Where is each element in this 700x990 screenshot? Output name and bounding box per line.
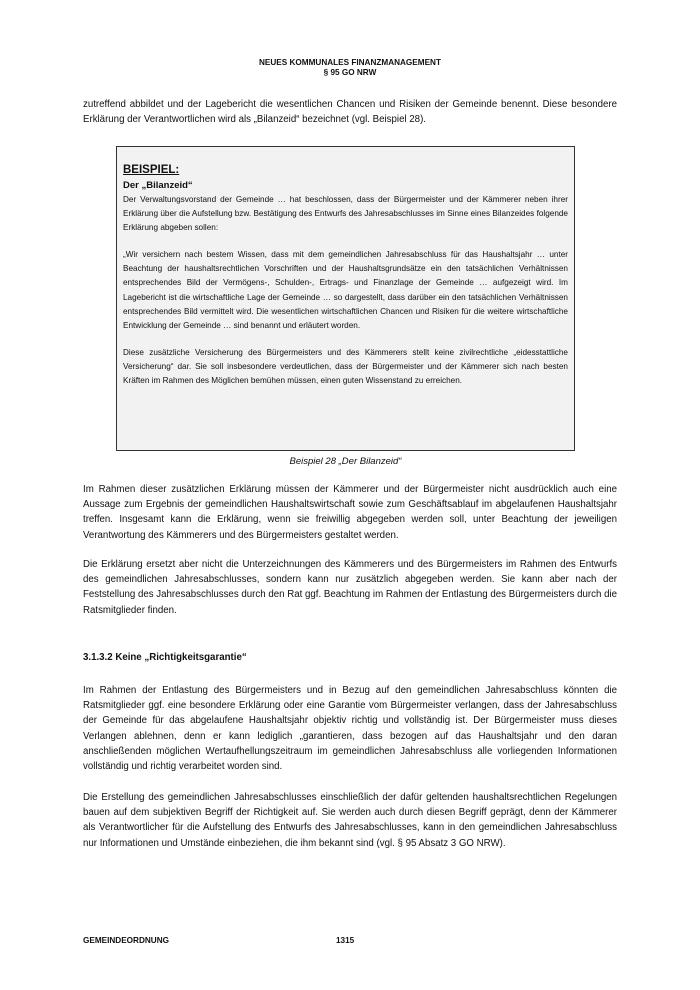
section-heading: 3.1.3.2 Keine „Richtigkeitsgarantie“ bbox=[83, 652, 247, 663]
section-paragraph-2: Die Erstellung des gemeindlichen Jahresabschlusses einschließlich der dafür geltenden haushaltsrechtlichen Regelungen bauen auf dem subjektiven Begriff der Richtigkeit auf. Sie werden auch durch diesen Begriff geprägt, denn der Kämmerer als Verantwortlicher für die Aufstellung des Entwurfs des Jahresabschlusses, kann in den gemeindlichen Jahresabschluss nur Informationen und Umstände einbeziehen, die ihm bekannt sind (vgl. § 95 Absatz 3 GO NRW). bbox=[83, 792, 617, 849]
example-paragraph-2: „Wir versichern nach bestem Wissen, dass mit dem gemeindlichen Jahresabschluss für das Haushaltsjahr … unter Beachtung der haushaltsrechtlichen Vorschriften und der Haushaltsgrundsätze ein den tatsächlichen Verhältnissen entsprechendes Bild der Vermögens-, Schulden-, Ertrags- und Finanzlage der Gemeinde … aufgezeigt wird. Im Lagebericht ist die wirtschaftliche Lage der Gemeinde … so dargestellt, dass darüber ein den tatsächlichen Verhältnissen entsprechendes Bild vermittelt wird. Die wesentlichen wirtschaftlichen Chancen und Risiken für die weitere wirtschaftliche Entwicklung der Gemeinde … sind benannt und erläutert worden. bbox=[123, 250, 568, 330]
body-paragraph-2: Die Erklärung ersetzt aber nicht die Unterzeichnungen des Kämmerers und des Bürgermeisters im Rahmen des Entwurfs des gemeindlichen Jahresabschlusses, sondern kann nur zusätzlich abgegeben werden. Sie kann aber nach der Feststellung des Jahresabschlusses durch den Rat ggf. Beachtung im Rahmen der Entlastung des Bürgermeisters durch die Ratsmitglieder finden. bbox=[83, 559, 617, 616]
page-number: 1315 bbox=[336, 936, 355, 945]
example-box bbox=[116, 146, 575, 451]
example-paragraph-3: Diese zusätzliche Versicherung des Bürgermeisters und des Kämmerers stellt keine zivilrechtliche „eidesstattliche Versicherung“ dar. Sie soll insbesondere verdeutlichen, dass der Bürgermeister und der Kämmerer sich nach besten Kräften im Rahmen des Möglichen bemühen müssen, einen guten Wissenstand zu erreichen. bbox=[123, 347, 568, 386]
example-paragraph-1: Der Verwaltungsvorstand der Gemeinde … hat beschlossen, dass der Bürgermeister und der Kämmerer neben ihrer Erklärung über die Aufstellung bzw. Bestätigung des Entwurfs des Jahresabschlusses im Sinne eines Bilanzeides folgende Erklärung abgeben sollen: bbox=[123, 195, 568, 233]
example-title: BEISPIEL: bbox=[123, 164, 180, 176]
footer-title: GEMEINDEORDNUNG bbox=[83, 936, 169, 945]
page-header bbox=[0, 58, 700, 78]
header-section: § 95 GO NRW bbox=[323, 68, 377, 77]
header-title: NEUES KOMMUNALES FINANZMANAGEMENT bbox=[259, 58, 441, 67]
intro-paragraph: zutreffend abbildet und der Lagebericht die wesentlichen Chancen und Risiken der Gemeinde benennt. Diese besondere Erklärung der Verantwortlichen wird als „Bilanzeid“ bezeichnet (vgl. Beispiel 28). bbox=[83, 99, 617, 126]
example-caption: Beispiel 28 „Der Bilanzeid“ bbox=[289, 456, 402, 467]
example-subtitle: Der „Bilanzeid“ bbox=[123, 180, 193, 191]
section-paragraph-1: Im Rahmen der Entlastung des Bürgermeisters und in Bezug auf den gemeindlichen Jahresabschluss könnten die Ratsmitglieder ggf. eine besondere Erklärung oder eine Garantie vom Bürgermeister verlangen, dass der Jahresabschluss der Gemeinde für das abgelaufene Haushaltsjahr objektiv richtig und vollständig ist. Der Bürgermeister muss dieses Verlangen ablehnen, denn er kann lediglich „garantieren, dass bezogen auf das Haushaltsjahr und den daran anschließenden möglichen Wertaufhellungszeitraum im gemeindlichen Jahresabschluss alle vorliegenden Informationen vollständig und richtig verarbeitet worden sind. bbox=[83, 685, 617, 773]
body-paragraph-1: Im Rahmen dieser zusätzlichen Erklärung müssen der Kämmerer und der Bürgermeister nicht ausdrücklich auch eine Aussage zum Ergebnis der gemeindlichen Haushaltswirtschaft sowie zum Geschäftsablauf im abgelaufenen Haushaltsjahr treffen. Insgesamt kann die Erklärung, wenn sie freiwillig abgegeben werden soll, unter Beachtung der jeweiligen Verantwortung des Kämmerers und des Bürgermeisters gestaltet werden. bbox=[83, 484, 617, 541]
